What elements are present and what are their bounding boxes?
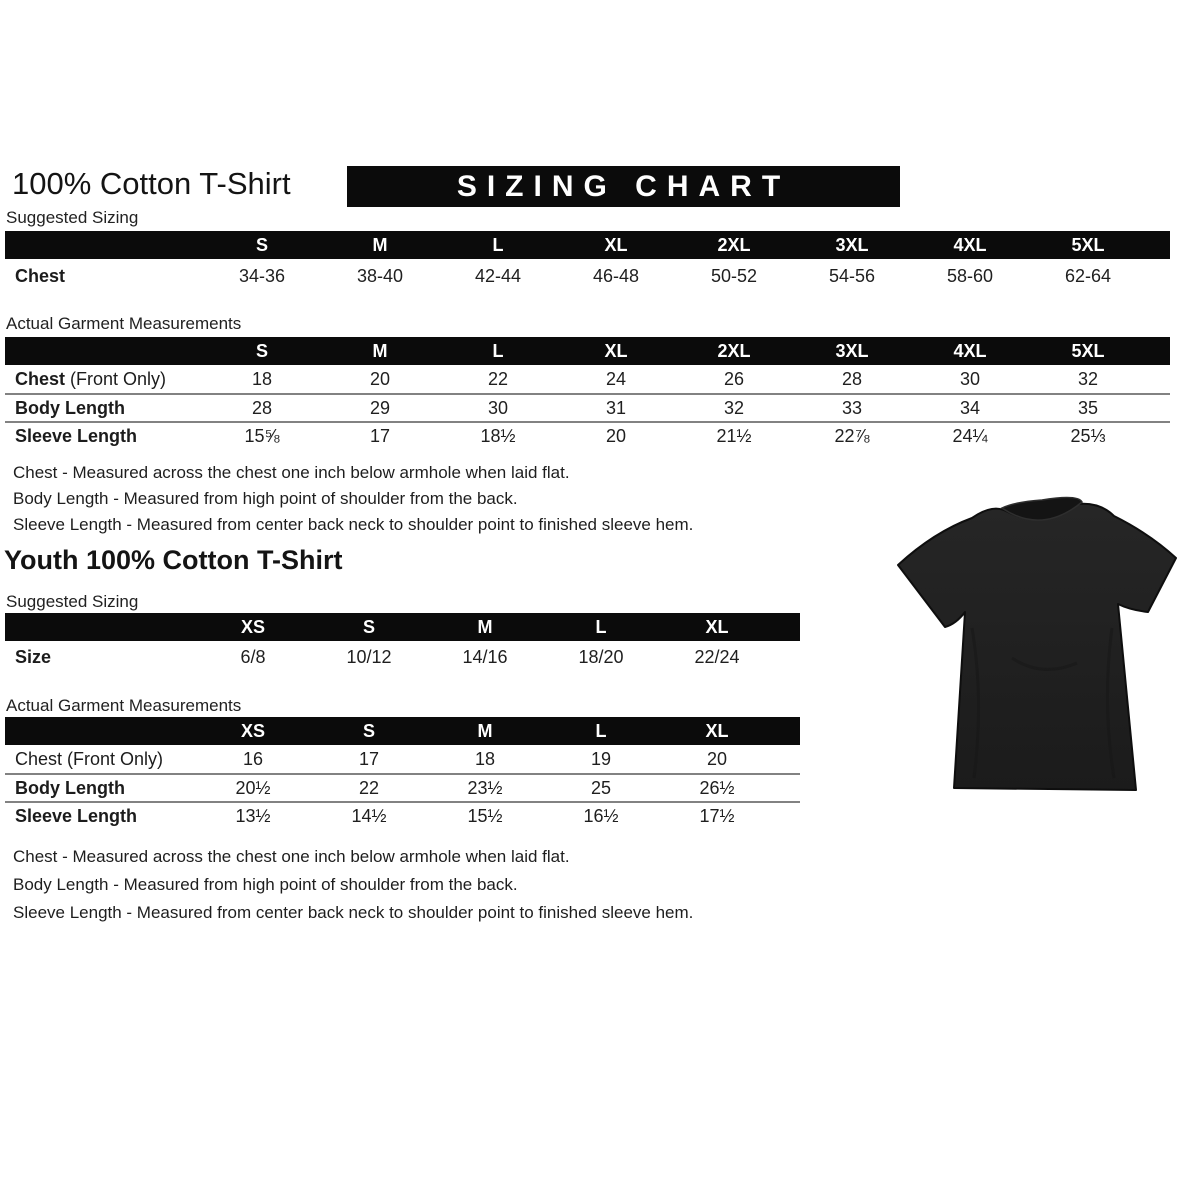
table-row-chest — [5, 259, 1170, 293]
measurement-value: 20 — [605, 425, 627, 446]
row-label: Chest (Front Only) — [15, 748, 164, 769]
tshirt-body — [898, 504, 1176, 790]
column-header: M — [372, 234, 388, 255]
measurement-value: 29 — [369, 397, 391, 418]
measurement-value: 20 — [369, 368, 391, 389]
column-header: L — [492, 234, 504, 255]
column-header: XL — [604, 234, 628, 255]
size-value: 46-48 — [592, 265, 640, 286]
adult-suggested-sizing-label: Suggested Sizing — [6, 208, 139, 227]
measurement-value: 30 — [959, 368, 981, 389]
measurement-value: 26 — [723, 368, 745, 389]
column-header: 2XL — [717, 234, 751, 255]
measurement-value: 15½ — [467, 805, 503, 826]
note-line: Sleeve Length - Measured from center back neck to shoulder point to finished sleeve hem. — [13, 903, 694, 922]
column-header: XL — [604, 340, 628, 361]
row-label: Body Length — [15, 397, 125, 418]
table-row-size — [5, 641, 800, 673]
row-label: Body Length — [15, 777, 125, 798]
measurement-value: 16½ — [583, 805, 619, 826]
size-value: 50-52 — [710, 265, 758, 286]
column-header: L — [492, 340, 504, 361]
table-row-chest — [5, 365, 1170, 393]
measurement-value: 18 — [251, 368, 273, 389]
measurement-value: 24¼ — [952, 425, 988, 446]
measurement-value: 30 — [487, 397, 509, 418]
table-row-body-length — [5, 773, 800, 801]
size-value: 22/24 — [694, 646, 740, 667]
measurement-value: 28 — [841, 368, 863, 389]
column-header: 4XL — [953, 340, 987, 361]
table-header-row — [5, 337, 1170, 365]
column-header: 4XL — [953, 234, 987, 255]
measurement-value: 21½ — [716, 425, 752, 446]
table-row-body-length — [5, 393, 1170, 421]
column-header: XL — [705, 616, 729, 637]
size-value: 14/16 — [462, 646, 508, 667]
table-header-row — [5, 231, 1170, 259]
measurement-value: 15⅝ — [244, 425, 280, 446]
measurement-value: 33 — [841, 397, 863, 418]
column-header: L — [595, 720, 607, 741]
sizing-chart-banner: SIZING CHART — [347, 166, 900, 207]
measurement-value: 17½ — [699, 805, 735, 826]
size-value: 6/8 — [240, 646, 266, 667]
measurement-value: 34 — [959, 397, 981, 418]
size-value: 38-40 — [356, 265, 404, 286]
size-value: 42-44 — [474, 265, 522, 286]
measurement-value: 14½ — [351, 805, 387, 826]
measurement-value: 28 — [251, 397, 273, 418]
column-header: XS — [240, 616, 265, 637]
column-header: M — [477, 720, 493, 741]
measurement-value: 17 — [358, 748, 380, 769]
youth-suggested-sizing-label: Suggested Sizing — [6, 592, 139, 611]
row-label: Sleeve Length — [15, 425, 138, 446]
column-header: S — [362, 616, 375, 637]
size-value: 18/20 — [578, 646, 624, 667]
measurement-value: 16 — [242, 748, 264, 769]
adult-actual-measurements-table — [5, 337, 1170, 449]
column-header: S — [255, 234, 268, 255]
row-label: Chest — [15, 265, 66, 286]
column-header: XS — [240, 720, 265, 741]
measurement-value: 32 — [1077, 368, 1099, 389]
column-header: S — [362, 720, 375, 741]
measurement-value: 31 — [605, 397, 627, 418]
note-line: Body Length - Measured from high point of shoulder from the back. — [13, 489, 518, 508]
column-header: 5XL — [1071, 234, 1105, 255]
row-label: Sleeve Length — [15, 805, 138, 826]
measurement-value: 23½ — [467, 777, 503, 798]
youth-measurement-notes — [13, 843, 693, 927]
tshirt-image — [892, 478, 1192, 813]
note-line: Sleeve Length - Measured from center back neck to shoulder point to finished sleeve hem. — [13, 515, 694, 534]
adult-measurement-notes — [13, 460, 693, 538]
column-header: M — [372, 340, 388, 361]
youth-title: Youth 100% Cotton T-Shirt — [4, 545, 343, 575]
measurement-value: 25 — [590, 777, 612, 798]
measurement-value: 20 — [706, 748, 728, 769]
table-row-chest — [5, 745, 800, 773]
column-header: 2XL — [717, 340, 751, 361]
column-header: 5XL — [1071, 340, 1105, 361]
adult-actual-measurements-label: Actual Garment Measurements — [6, 314, 242, 333]
measurement-value: 24 — [605, 368, 627, 389]
size-value: 62-64 — [1064, 265, 1112, 286]
table-header-row — [5, 717, 800, 745]
youth-suggested-sizing-table — [5, 613, 800, 673]
measurement-value: 22⅞ — [834, 425, 870, 446]
measurement-value: 19 — [590, 748, 612, 769]
column-header: M — [477, 616, 493, 637]
youth-actual-measurements-table — [5, 717, 800, 829]
row-label: Chest (Front Only) — [15, 368, 167, 389]
measurement-value: 18½ — [480, 425, 516, 446]
table-header-row — [5, 613, 800, 641]
measurement-value: 25⅓ — [1070, 425, 1106, 446]
measurement-value: 22 — [487, 368, 509, 389]
size-value: 54-56 — [828, 265, 876, 286]
size-value: 34-36 — [238, 265, 286, 286]
measurement-value: 20½ — [235, 777, 271, 798]
measurement-value: 18 — [474, 748, 496, 769]
table-row-sleeve-length — [5, 801, 800, 829]
measurement-value: 26½ — [699, 777, 735, 798]
measurement-value: 35 — [1077, 397, 1099, 418]
measurement-value: 22 — [358, 777, 380, 798]
row-label: Size — [15, 646, 52, 667]
size-value: 10/12 — [346, 646, 392, 667]
column-header: L — [595, 616, 607, 637]
youth-actual-measurements-label: Actual Garment Measurements — [6, 696, 242, 715]
note-line: Chest - Measured across the chest one inch below armhole when laid flat. — [13, 463, 570, 482]
column-header: 3XL — [835, 234, 869, 255]
measurement-value: 17 — [369, 425, 391, 446]
adult-suggested-sizing-table — [5, 231, 1170, 293]
column-header: S — [255, 340, 268, 361]
table-row-sleeve-length — [5, 421, 1170, 449]
measurement-value: 13½ — [235, 805, 271, 826]
note-line: Chest - Measured across the chest one inch below armhole when laid flat. — [13, 847, 570, 866]
measurement-value: 32 — [723, 397, 745, 418]
page-title: 100% Cotton T-Shirt — [12, 166, 291, 201]
size-value: 58-60 — [946, 265, 994, 286]
tshirt-graphic — [892, 478, 1192, 813]
column-header: 3XL — [835, 340, 869, 361]
column-header: XL — [705, 720, 729, 741]
note-line: Body Length - Measured from high point of shoulder from the back. — [13, 875, 518, 894]
